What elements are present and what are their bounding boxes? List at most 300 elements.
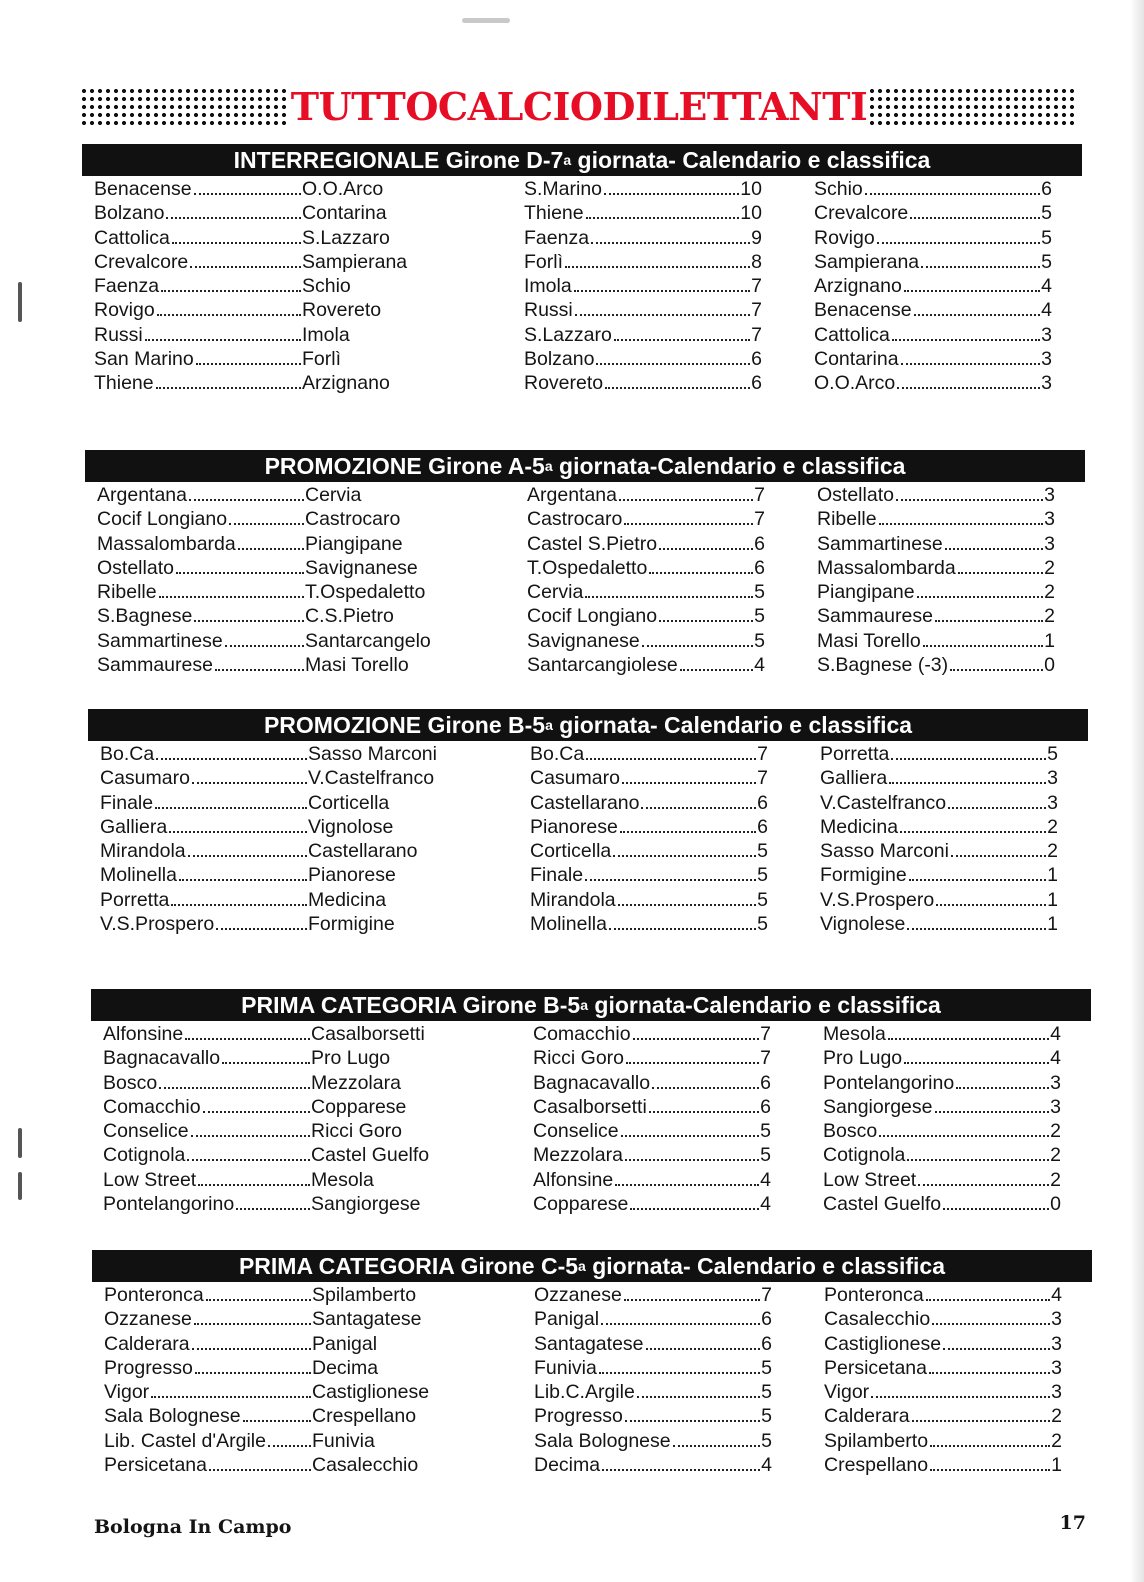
home-team: Bo.Ca: [100, 743, 155, 765]
team-points: 2: [1050, 1144, 1061, 1167]
dot-leader: [897, 387, 1040, 389]
away-team: V.Castelfranco: [308, 767, 435, 790]
team-name: Sala Bolognese: [534, 1429, 671, 1452]
away-team: Sasso Marconi: [308, 743, 437, 765]
away-team: Rovereto: [302, 299, 382, 322]
team-name: Vigor: [824, 1381, 870, 1404]
team-points: 5: [754, 605, 765, 628]
team-points: 3: [1051, 1356, 1062, 1379]
dot-leader: [624, 523, 753, 525]
dot-leader: [930, 1445, 1050, 1447]
home-team: Ribelle: [97, 581, 157, 604]
home-team: V.S.Prospero: [100, 913, 215, 936]
home-team: Bagnacavallo: [103, 1047, 221, 1070]
fixture-row: [94, 251, 414, 275]
standings-column: [814, 178, 1052, 397]
standings-row: [820, 840, 1058, 864]
dot-leader: [923, 645, 1043, 647]
fixture-row: [100, 792, 420, 816]
team-name: Thiene: [524, 202, 584, 225]
standings-row: [530, 840, 768, 864]
league-section: [85, 450, 1085, 696]
standings-column: [824, 1284, 1062, 1478]
standings-row: [820, 767, 1058, 791]
away-team: Copparese: [311, 1095, 407, 1118]
section-columns: [92, 1282, 1092, 1496]
team-points: 5: [1041, 250, 1052, 273]
away-team: Corticella: [308, 791, 390, 814]
section-columns: [85, 482, 1085, 696]
dot-leader: [203, 1111, 310, 1113]
dot-leader: [625, 1159, 759, 1161]
team-points: 1: [1047, 864, 1058, 887]
home-team: Calderara: [104, 1332, 190, 1355]
section-title: PROMOZIONE Girone B-5: [263, 711, 546, 738]
dot-leader: [268, 1445, 311, 1447]
standings-row: [820, 792, 1058, 816]
team-name: Alfonsine: [533, 1168, 614, 1191]
team-points: 3: [1051, 1332, 1062, 1355]
team-name: Bolzano: [524, 348, 595, 371]
away-team: Forlì: [302, 348, 341, 371]
standings-row: [817, 557, 1055, 581]
standings-column: [820, 743, 1058, 937]
standings-row: [534, 1405, 772, 1429]
fixture-row: [103, 1144, 430, 1168]
dot-leader: [179, 879, 307, 881]
dot-leader: [159, 596, 304, 598]
standings-row: [533, 1193, 771, 1217]
dot-leader: [185, 1038, 310, 1040]
team-points: 5: [1047, 743, 1058, 765]
team-name: Casalecchio: [824, 1308, 931, 1331]
standings-row: [817, 605, 1055, 629]
away-team: Santagatese: [312, 1308, 422, 1331]
standings-row: [534, 1284, 772, 1308]
dot-leader: [222, 1062, 310, 1064]
standings-row: [534, 1357, 772, 1381]
standings-row: [534, 1333, 772, 1357]
away-team: Sangiorgese: [311, 1193, 421, 1216]
team-name: Low Street: [823, 1168, 917, 1191]
home-team: Bosco: [103, 1071, 158, 1094]
team-points: 5: [761, 1405, 772, 1428]
away-team: Castiglionese: [312, 1381, 430, 1404]
team-name: S.Bagnese (-3): [817, 654, 949, 677]
dot-leader: [892, 339, 1040, 341]
dot-leader: [935, 1111, 1050, 1113]
dot-leader: [659, 620, 753, 622]
standings-row: [530, 889, 768, 913]
away-team: Panigal: [312, 1332, 378, 1355]
home-team: San Marino: [94, 348, 194, 371]
team-points: 3: [1050, 1071, 1061, 1094]
team-name: S.Marino: [524, 178, 603, 200]
fixture-row: [94, 348, 414, 372]
home-team: Rovigo: [94, 299, 155, 322]
dot-leader: [625, 1420, 760, 1422]
dot-leader: [198, 1184, 310, 1186]
standings-row: [817, 508, 1055, 532]
team-name: Ozzanese: [534, 1284, 622, 1306]
dot-leader: [166, 217, 301, 219]
standings-row: [534, 1430, 772, 1454]
dot-leader: [620, 831, 756, 833]
team-points: 6: [751, 348, 762, 371]
team-points: 6: [760, 1095, 771, 1118]
team-points: 3: [1044, 508, 1055, 531]
away-team: Casalborsetti: [311, 1023, 425, 1045]
standings-row: [817, 654, 1055, 678]
fixture-row: [97, 581, 426, 605]
home-team: Alfonsine: [103, 1023, 184, 1045]
away-team: Masi Torello: [305, 654, 409, 677]
team-points: 7: [761, 1284, 772, 1306]
team-points: 6: [754, 556, 765, 579]
dot-leader: [243, 1420, 311, 1422]
team-points: 3: [1050, 1095, 1061, 1118]
home-team: Comacchio: [103, 1095, 201, 1118]
away-team: Spilamberto: [312, 1284, 417, 1306]
standings-row: [524, 178, 762, 202]
dot-leader: [918, 1184, 1049, 1186]
standings-row: [823, 1023, 1061, 1047]
team-name: Arzignano: [814, 275, 902, 298]
dot-leader: [914, 314, 1041, 316]
team-name: Piangipane: [817, 581, 915, 604]
team-points: 4: [760, 1193, 771, 1216]
team-name: Pontelangorino: [823, 1071, 955, 1094]
dot-leader: [171, 904, 307, 906]
standings-row: [823, 1144, 1061, 1168]
team-points: 5: [760, 1120, 771, 1143]
team-points: 6: [757, 815, 768, 838]
section-title-bar: [91, 989, 1091, 1021]
team-points: 3: [1041, 323, 1052, 346]
fixture-row: [97, 484, 417, 508]
standings-row: [814, 227, 1052, 251]
section-columns: [91, 1021, 1091, 1235]
section-title-suffix: giornata- Calendario e classifica: [585, 1252, 946, 1279]
team-points: 7: [760, 1023, 771, 1045]
away-team: O.O.Arco: [302, 178, 384, 200]
team-name: Mezzolara: [533, 1144, 623, 1167]
page-edge-shadow: [1130, 0, 1144, 1582]
dot-leader: [159, 1087, 310, 1089]
fixture-row: [94, 299, 414, 323]
fixture-row: [100, 913, 420, 937]
standings-row: [814, 202, 1052, 226]
standings-row: [524, 227, 762, 251]
home-team: Ostellato: [97, 556, 174, 579]
team-points: 7: [757, 767, 768, 790]
home-team: Conselice: [103, 1120, 189, 1143]
away-team: Ricci Goro: [311, 1120, 403, 1143]
dot-leader: [956, 1087, 1049, 1089]
team-name: Crespellano: [824, 1454, 929, 1477]
dot-leader: [621, 1135, 760, 1137]
team-name: Massalombarda: [817, 556, 956, 579]
team-name: Ostellato: [817, 484, 894, 506]
dot-leader: [943, 1208, 1049, 1210]
dot-leader: [649, 1111, 759, 1113]
team-points: 5: [757, 864, 768, 887]
team-points: 7: [760, 1047, 771, 1070]
dot-leader: [601, 1323, 760, 1325]
standings-row: [534, 1381, 772, 1405]
standings-row: [817, 533, 1055, 557]
standings-row: [817, 630, 1055, 654]
away-team: Formigine: [308, 913, 395, 936]
dot-leader: [609, 928, 756, 930]
dot-leader: [238, 548, 304, 550]
dot-leader: [936, 904, 1046, 906]
fixture-row: [104, 1333, 424, 1357]
away-team: Castel Guelfo: [311, 1144, 430, 1167]
team-name: Imola: [524, 275, 572, 298]
section-title-bar: [85, 450, 1085, 482]
team-name: Santarcangiolese: [527, 654, 678, 677]
home-team: Sammartinese: [97, 629, 223, 652]
fixture-row: [97, 508, 417, 532]
team-name: Castel S.Pietro: [527, 532, 658, 555]
dot-leader: [145, 339, 301, 341]
team-name: Castellarano: [530, 791, 640, 814]
team-points: 4: [1050, 1047, 1061, 1070]
team-name: Rovereto: [524, 372, 604, 395]
dot-leader: [646, 1348, 761, 1350]
team-name: S.Lazzaro: [524, 323, 612, 346]
binder-hole-mark: [18, 1128, 22, 1158]
fixture-row: [103, 1120, 423, 1144]
fixture-row: [104, 1405, 424, 1429]
dot-leader: [630, 1208, 759, 1210]
team-name: Santagatese: [534, 1332, 644, 1355]
standings-row: [524, 299, 762, 323]
team-name: Funivia: [534, 1356, 597, 1379]
away-team: Schio: [302, 275, 351, 298]
dot-leader: [206, 1299, 311, 1301]
away-team: C.S.Pietro: [305, 605, 394, 628]
fixture-row: [100, 816, 420, 840]
home-team: Finale: [100, 791, 154, 814]
team-points: 2: [1050, 1168, 1061, 1191]
standings-row: [533, 1072, 771, 1096]
home-team: Benacense: [94, 178, 192, 200]
team-points: 6: [761, 1332, 772, 1355]
team-name: Mesola: [823, 1023, 886, 1045]
team-name: V.Castelfranco: [820, 791, 947, 814]
dot-leader: [194, 620, 304, 622]
dot-leader: [900, 831, 1046, 833]
dot-leader: [604, 193, 739, 195]
dot-leader: [151, 1396, 311, 1398]
fixture-row: [104, 1430, 424, 1454]
dot-leader: [195, 1372, 311, 1374]
standings-row: [530, 913, 768, 937]
fixtures-column: [94, 178, 414, 397]
team-points: 2: [1050, 1120, 1061, 1143]
dot-leader: [190, 266, 301, 268]
dot-leader: [896, 499, 1043, 501]
team-name: Sampierana: [814, 250, 920, 273]
dot-leader: [865, 193, 1040, 195]
fixture-row: [100, 864, 420, 888]
standings-row: [824, 1284, 1062, 1308]
home-team: Vigor: [104, 1381, 150, 1404]
team-points: 5: [1041, 226, 1052, 249]
standings-row: [524, 275, 762, 299]
standings-row: [524, 324, 762, 348]
team-points: 5: [757, 888, 768, 911]
team-name: Bagnacavallo: [533, 1071, 651, 1094]
standings-row: [824, 1454, 1062, 1478]
standings-row: [820, 743, 1058, 767]
standings-column: [534, 1284, 772, 1478]
team-name: Porretta: [820, 743, 890, 765]
team-points: 6: [760, 1071, 771, 1094]
standings-row: [527, 605, 765, 629]
team-points: 2: [1051, 1405, 1062, 1428]
team-points: 5: [1041, 202, 1052, 225]
team-name: Ribelle: [817, 508, 877, 531]
team-points: 5: [761, 1429, 772, 1452]
home-team: Molinella: [100, 864, 177, 887]
standings-row: [533, 1023, 771, 1047]
home-team: Mirandola: [100, 840, 186, 863]
section-title-suffix: giornata-Calendario e classifica: [552, 452, 906, 479]
home-team: Pontelangorino: [103, 1193, 235, 1216]
team-points: 7: [757, 743, 768, 765]
standings-row: [814, 299, 1052, 323]
team-name: O.O.Arco: [814, 372, 896, 395]
away-team: Pro Lugo: [311, 1047, 391, 1070]
fixture-row: [103, 1096, 423, 1120]
dot-leader: [948, 807, 1046, 809]
section-title-bar: [82, 144, 1082, 176]
team-name: Calderara: [824, 1405, 910, 1428]
team-name: Copparese: [533, 1193, 629, 1216]
fixture-row: [100, 767, 435, 791]
fixture-row: [103, 1023, 423, 1047]
team-points: 7: [754, 508, 765, 531]
team-name: Crevalcore: [814, 202, 909, 225]
standings-row: [820, 889, 1058, 913]
dot-leader: [613, 855, 756, 857]
standings-row: [530, 792, 768, 816]
team-points: 6: [757, 791, 768, 814]
team-name: Panigal: [534, 1308, 600, 1331]
standings-row: [530, 864, 768, 888]
team-name: Mirandola: [530, 888, 616, 911]
team-points: 9: [751, 226, 762, 249]
team-name: T.Ospedaletto: [527, 556, 648, 579]
section-title-ordinal: a: [545, 717, 553, 733]
fixture-row: [97, 654, 417, 678]
team-name: Schio: [814, 178, 863, 200]
home-team: Massalombarda: [97, 532, 236, 555]
dot-leader: [633, 1038, 760, 1040]
fixtures-column: [103, 1023, 430, 1217]
dot-leader: [879, 1135, 1049, 1137]
section-columns: [88, 741, 1088, 955]
fixture-row: [94, 324, 414, 348]
team-name: Spilamberto: [824, 1429, 929, 1452]
team-name: Ricci Goro: [533, 1047, 625, 1070]
team-name: Galliera: [820, 767, 888, 790]
dot-leader: [161, 290, 301, 292]
standings-row: [524, 348, 762, 372]
dot-leader: [618, 904, 757, 906]
dot-leader: [586, 217, 740, 219]
dot-leader: [891, 758, 1046, 760]
team-name: Castel Guelfo: [823, 1193, 942, 1216]
home-team: Cattolica: [94, 226, 170, 249]
standings-row: [820, 913, 1058, 937]
masthead-dot-pattern-left: [80, 87, 290, 125]
dot-leader: [680, 669, 753, 671]
dot-leader: [192, 782, 307, 784]
dot-leader: [169, 831, 307, 833]
dot-leader: [191, 1135, 310, 1137]
dot-leader: [904, 1062, 1049, 1064]
team-name: Vignolese: [820, 913, 906, 936]
fixtures-column: [104, 1284, 430, 1478]
team-name: Sammartinese: [817, 532, 943, 555]
team-points: 2: [1047, 815, 1058, 838]
standings-row: [814, 348, 1052, 372]
fixture-row: [94, 275, 414, 299]
home-team: Lib. Castel d'Argile: [104, 1429, 266, 1452]
home-team: Ozzanese: [104, 1308, 192, 1331]
dot-leader: [565, 266, 750, 268]
standings-column: [530, 743, 768, 937]
team-points: 3: [1044, 484, 1055, 506]
team-points: 2: [1044, 605, 1055, 628]
standings-row: [527, 484, 765, 508]
team-points: 5: [754, 581, 765, 604]
team-name: Lib.C.Argile: [534, 1381, 635, 1404]
team-name: Cervia: [527, 581, 584, 604]
fixture-row: [100, 743, 437, 767]
team-name: Medicina: [820, 815, 899, 838]
fixtures-column: [100, 743, 437, 937]
standings-row: [823, 1096, 1061, 1120]
team-name: Corticella: [530, 840, 612, 863]
away-team: Arzignano: [302, 372, 390, 395]
team-points: 5: [761, 1381, 772, 1404]
dot-leader: [575, 314, 750, 316]
dot-leader: [215, 669, 304, 671]
dot-leader: [619, 499, 753, 501]
dot-leader: [907, 928, 1046, 930]
dot-leader: [889, 782, 1046, 784]
dot-leader: [921, 266, 1040, 268]
home-team: Cocif Longiano: [97, 508, 228, 531]
fixture-row: [94, 202, 414, 226]
home-team: Sala Bolognese: [104, 1405, 241, 1428]
home-team: Bolzano: [94, 202, 165, 225]
team-points: 6: [751, 372, 762, 395]
team-points: 2: [1047, 840, 1058, 863]
home-team: Low Street: [103, 1168, 197, 1191]
masthead-dot-pattern-right: [868, 87, 1078, 125]
fixture-row: [94, 178, 414, 202]
dot-leader: [596, 363, 750, 365]
dot-leader: [871, 1396, 1050, 1398]
team-points: 3: [1051, 1381, 1062, 1404]
team-name: Cotignola: [823, 1144, 906, 1167]
